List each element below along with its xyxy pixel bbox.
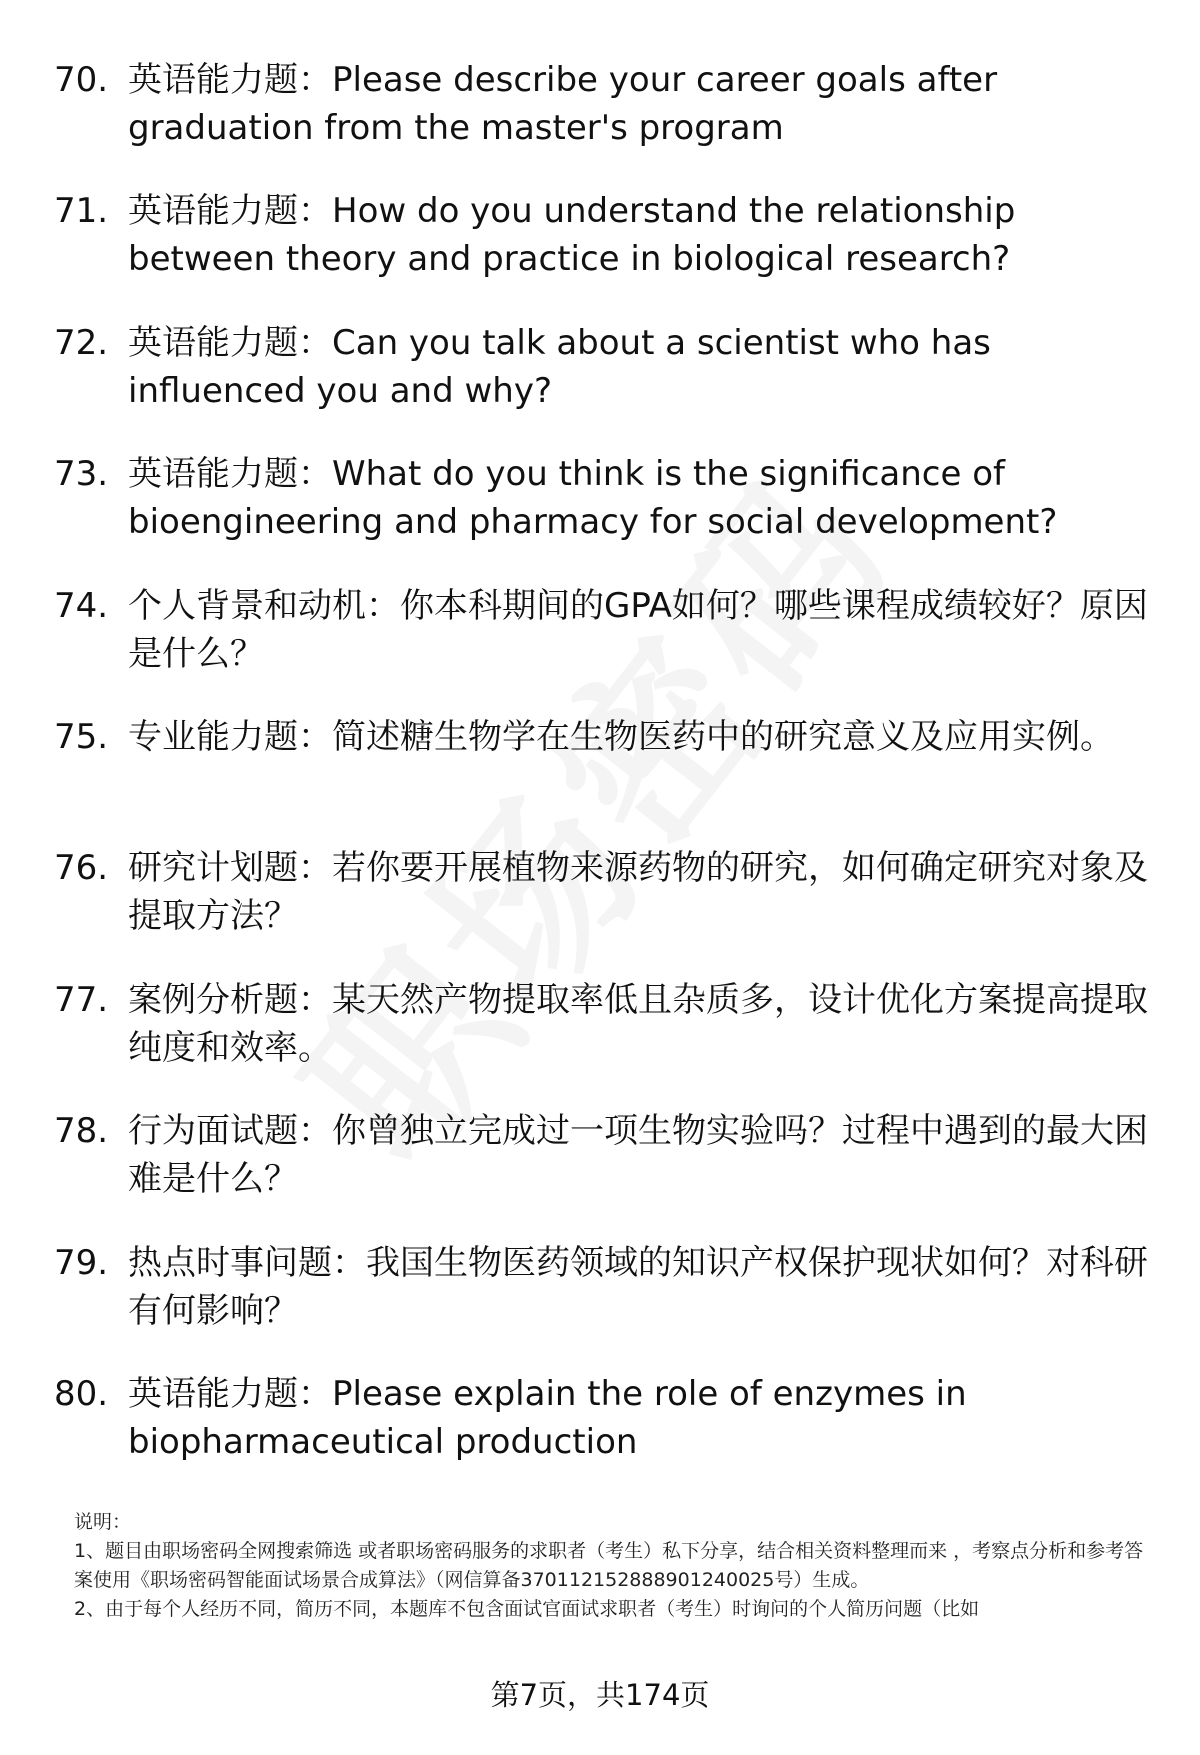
question-text: 英语能力题：Please describe your career goals after graduation from the master's program [128, 60, 998, 148]
question-item [0, 1239, 1200, 1370]
question-text: 案例分析题：某天然产物提取率低且杂质多，设计优化方案提高提取纯度和效率。 [128, 979, 1148, 1068]
notes-heading: 说明： [74, 1511, 132, 1533]
notes-section [74, 1508, 1154, 1624]
question-text: 研究计划题：若你要开展植物来源药物的研究，如何确定研究对象及提取方法？ [128, 848, 1148, 937]
question-text: 英语能力题：Can you talk about a scientist who has influenced you and why? [128, 322, 991, 411]
page-number-footer: 第7页，共174页 [490, 1678, 710, 1712]
question-item [0, 582, 1200, 713]
question-text: 英语能力题：What do you think is the significance of bioengineering and pharmacy for social development? [128, 454, 1058, 543]
question-text: 热点时事问题：我国生物医药领域的知识产权保护现状如何？对科研有何影响？ [128, 1242, 1148, 1331]
question-number: 73. [54, 454, 109, 495]
question-number: 72. [54, 322, 109, 363]
question-text: 英语能力题：Please explain the role of enzymes in biopharmaceutical production [128, 1373, 967, 1462]
question-number: 75. [54, 716, 109, 757]
question-number: 74. [54, 585, 109, 626]
question-text: 个人背景和动机：你本科期间的GPA如何？哪些课程成绩较好？原因是什么？ [128, 585, 1148, 674]
question-number: 79. [54, 1242, 109, 1283]
question-list [0, 56, 1200, 1501]
question-item [0, 844, 1200, 975]
question-item [0, 319, 1200, 450]
question-number: 70. [54, 60, 109, 100]
question-number: 77. [54, 979, 109, 1020]
question-number: 76. [54, 848, 109, 889]
question-text: 英语能力题：How do you understand the relationship between theory and practice in biological research? [128, 191, 1016, 280]
question-item [0, 450, 1200, 581]
question-item [0, 713, 1200, 844]
question-item [0, 1107, 1200, 1238]
question-text: 行为面试题：你曾独立完成过一项生物实验吗？过程中遇到的最大困难是什么？ [128, 1111, 1148, 1200]
question-number: 71. [54, 191, 109, 232]
question-item [0, 187, 1200, 318]
question-item [0, 56, 1200, 187]
question-item [0, 976, 1200, 1107]
question-text: 专业能力题：简述糖生物学在生物医药中的研究意义及应用实例。 [128, 716, 1114, 757]
notes-item: 2、由于每个人经历不同，简历不同，本题库不包含面试官面试求职者（考生）时询问的个人简历问题（比如 [74, 1598, 980, 1620]
question-number: 78. [54, 1111, 109, 1152]
notes-item: 1、题目由职场密码全网搜索筛选 或者职场密码服务的求职者（考生）私下分享，结合相关资料整理而来 ，考察点分析和参考答案使用《职场密码智能面试场景合成算法》（网信算备370112152888901240025号）生成。 [74, 1540, 1144, 1591]
question-number: 80. [54, 1373, 109, 1414]
question-item [0, 1370, 1200, 1501]
